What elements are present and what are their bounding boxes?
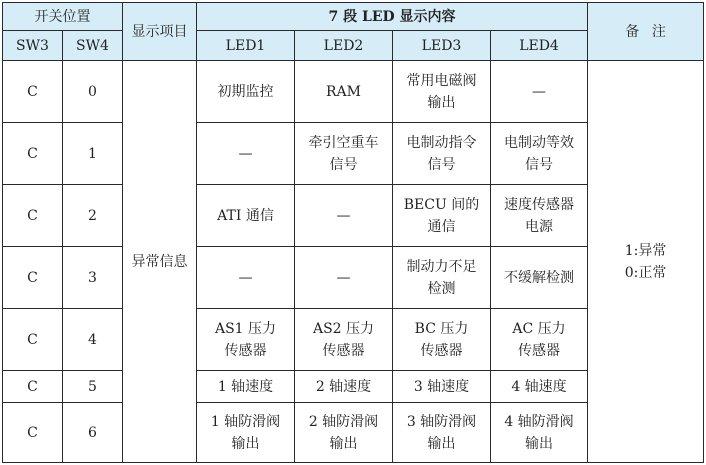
led3-cell-line: 制动力不足 [406,258,477,275]
led4-cell [491,247,588,309]
led1-cell [197,309,295,371]
sw4-cell [63,403,123,463]
led-content-header: 7 段 LED 显示内容 [197,3,588,31]
led1-header: LED1 [197,31,295,61]
led2-cell [295,123,393,185]
sw4-cell-line: 5 [88,378,97,395]
sw3-cell-line: C [27,269,38,286]
led1-cell-line: 初期监控 [217,83,274,100]
sw4-cell-line: 6 [88,424,97,441]
led4-cell [491,185,588,247]
led1-cell [197,123,295,185]
led3-cell-line: 输出 [427,435,456,452]
led3-header: LED3 [393,31,491,61]
led4-cell-line: AC 压力 [512,320,566,337]
remark-cell-line: 1:异常 [624,242,667,259]
led3-cell [393,371,491,403]
led2-cell-line: 信号 [329,156,358,173]
sw3-cell [3,371,63,403]
led4-cell [491,123,588,185]
sw4-cell-line: 0 [88,83,97,100]
led3-cell [393,309,491,371]
sw3-cell [3,123,63,185]
led4-cell-line: 不缓解检测 [504,269,575,286]
led4-cell [491,371,588,403]
led4-cell [491,403,588,463]
led3-cell-line: BECU 间的 [403,196,480,213]
led2-cell [295,309,393,371]
led1-cell [197,185,295,247]
led4-cell-line: 4 轴防滑阀 [504,413,574,430]
led4-cell-line: 4 轴速度 [511,378,567,395]
led1-cell-line: — [238,269,253,286]
led4-cell-line: 输出 [525,435,554,452]
led4-cell [491,309,588,371]
led3-cell-line: 检测 [427,280,456,297]
led4-cell-line: 速度传感器 [504,196,575,213]
led2-cell-line: RAM [326,83,361,100]
sw3-cell-line: C [27,378,38,395]
remark-header: 备注 [588,3,704,61]
led3-cell-line: 传感器 [420,342,463,359]
led1-cell-line: 1 轴防滑阀 [210,413,281,430]
sw3-cell [3,403,63,463]
led4-cell-line: 传感器 [518,342,561,359]
led4-header: LED4 [491,31,588,61]
led1-cell-line: AS1 压力 [214,320,277,337]
sw4-cell [63,309,123,371]
led3-cell-line: 信号 [427,156,456,173]
led2-cell-line: 2 轴速度 [315,378,372,395]
display-item-header: 显示项目 [123,3,197,61]
led3-cell [393,403,491,463]
led2-cell-line: — [336,269,351,286]
sw4-cell [63,123,123,185]
display-item-cell-line: 异常信息 [131,253,188,270]
led2-cell-line: AS2 压力 [312,320,375,337]
sw4-cell-line: 3 [88,269,97,286]
led3-cell [393,247,491,309]
sw3-cell [3,247,63,309]
led1-cell [197,371,295,403]
sw3-cell [3,185,63,247]
sw4-cell-line: 2 [88,207,97,224]
sw3-cell [3,309,63,371]
led4-cell-line: 电源 [525,218,554,235]
table-body [3,61,704,463]
switch-position-header: 开关位置 [3,3,123,31]
led2-cell-line: 传感器 [322,342,365,359]
led3-cell-line: 常用电磁阀 [406,72,477,89]
led4-cell [491,61,588,123]
sw4-cell [63,185,123,247]
led2-cell-line: 输出 [329,435,358,452]
sw3-cell-line: C [27,83,38,100]
led1-cell-line: 输出 [231,435,260,452]
led2-header: LED2 [295,31,393,61]
led1-cell-line: 1 轴速度 [217,378,274,395]
led2-cell [295,61,393,123]
sw4-header: SW4 [63,31,123,61]
display-item-cell [123,61,197,463]
led3-cell-line: BC 压力 [414,320,469,337]
sw4-cell-line: 4 [88,331,97,348]
led1-cell [197,403,295,463]
header-row-1 [3,3,704,31]
led1-cell-line: ATI 通信 [217,207,274,224]
led2-cell-line: 2 轴防滑阀 [308,413,379,430]
led1-cell-line: 传感器 [224,342,267,359]
sw3-header: SW3 [3,31,63,61]
remark-cell-line: 0:正常 [624,264,667,281]
led3-cell [393,185,491,247]
led3-cell-line: 通信 [427,218,456,235]
sw4-cell [63,371,123,403]
led2-cell [295,247,393,309]
sw4-cell [63,247,123,309]
led3-cell-line: 3 轴速度 [413,378,470,395]
led3-cell [393,123,491,185]
led4-cell-line: 信号 [525,156,554,173]
sw4-cell-line: 1 [88,145,97,162]
led1-cell [197,61,295,123]
sw4-cell [63,61,123,123]
led2-cell-line: — [336,207,351,224]
led4-cell-line: 电制动等效 [504,134,575,151]
led3-cell-line: 电制动指令 [406,134,477,151]
led2-cell-line: 牵引空重车 [308,134,379,151]
led1-cell-line: — [238,145,253,162]
led4-cell-line: — [532,83,547,100]
sw3-cell-line: C [27,145,38,162]
remark-cell [588,61,704,463]
led-display-table [2,2,704,463]
led2-cell [295,185,393,247]
led3-cell [393,61,491,123]
led2-cell [295,403,393,463]
led3-cell-line: 输出 [427,94,456,111]
led3-cell-line: 3 轴防滑阀 [406,413,477,430]
sw3-cell [3,61,63,123]
sw3-cell-line: C [27,331,38,348]
table-row [3,61,704,123]
sw3-cell-line: C [27,207,38,224]
sw3-cell-line: C [27,424,38,441]
led1-cell [197,247,295,309]
led2-cell [295,371,393,403]
